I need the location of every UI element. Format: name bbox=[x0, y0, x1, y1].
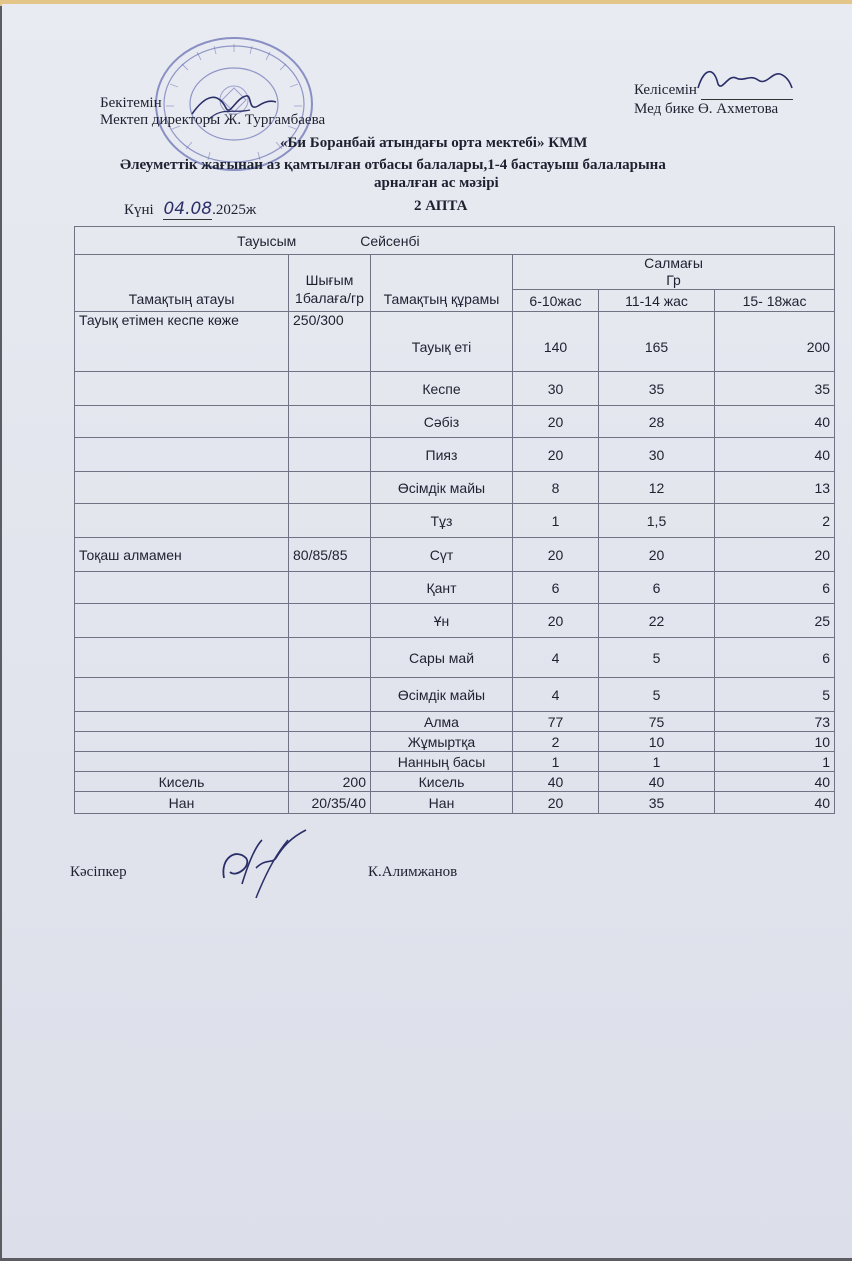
value-11-14-cell: 40 bbox=[599, 772, 715, 792]
value-11-14-cell: 6 bbox=[599, 572, 715, 604]
ingredient-cell: Кеспе bbox=[371, 372, 513, 406]
day-label: Сейсенбі bbox=[360, 232, 420, 249]
dish-cell bbox=[75, 732, 289, 752]
ingredient-cell: Нан bbox=[371, 792, 513, 814]
signature-icon bbox=[216, 828, 326, 904]
header-row bbox=[75, 255, 835, 290]
age-group-2: 11-14 жас bbox=[599, 290, 715, 312]
approver-line: Мектеп директоры Ж. Тургамбаева bbox=[100, 112, 326, 128]
table-row bbox=[75, 752, 835, 772]
table-row bbox=[75, 572, 835, 604]
value-6-10-cell: 30 bbox=[513, 372, 599, 406]
value-15-18-cell: 25 bbox=[715, 604, 835, 638]
ingredient-cell: Ұн bbox=[371, 604, 513, 638]
ingredient-cell: Пияз bbox=[371, 438, 513, 472]
table-row bbox=[75, 772, 835, 792]
value-11-14-cell: 28 bbox=[599, 406, 715, 438]
agree-signature-line bbox=[701, 82, 793, 100]
dish-cell bbox=[75, 472, 289, 504]
value-6-10-cell: 6 bbox=[513, 572, 599, 604]
dish-cell bbox=[75, 712, 289, 732]
dish-cell: Тауық етімен кеспе көже bbox=[75, 312, 289, 372]
col-yield-header bbox=[289, 255, 371, 312]
dish-cell bbox=[75, 604, 289, 638]
yield-cell bbox=[289, 472, 371, 504]
yield-cell bbox=[289, 752, 371, 772]
value-6-10-cell: 20 bbox=[513, 604, 599, 638]
value-11-14-cell: 1 bbox=[599, 752, 715, 772]
school-name: «Би Боранбай атындағы орта мектебі» КММ bbox=[280, 135, 588, 151]
agree-label-text: Келісемін bbox=[634, 82, 697, 98]
dish-cell bbox=[75, 438, 289, 472]
value-6-10-cell: 1 bbox=[513, 504, 599, 538]
value-6-10-cell: 40 bbox=[513, 772, 599, 792]
table-row bbox=[75, 792, 835, 814]
value-11-14-cell: 10 bbox=[599, 732, 715, 752]
value-6-10-cell: 20 bbox=[513, 406, 599, 438]
date-value: 04.08 bbox=[163, 199, 213, 219]
yield-cell: 250/300 bbox=[289, 312, 371, 372]
ingredient-cell: Кисель bbox=[371, 772, 513, 792]
dish-cell bbox=[75, 406, 289, 438]
yield-cell bbox=[289, 572, 371, 604]
value-15-18-cell: 13 bbox=[715, 472, 835, 504]
yield-cell bbox=[289, 372, 371, 406]
yield-cell: 80/85/85 bbox=[289, 538, 371, 572]
ingredient-cell: Өсімдік майы bbox=[371, 678, 513, 712]
ingredient-cell: Сары май bbox=[371, 638, 513, 678]
yield-cell bbox=[289, 438, 371, 472]
meal-row bbox=[75, 227, 835, 255]
document-page bbox=[2, 4, 852, 1258]
value-11-14-cell: 20 bbox=[599, 538, 715, 572]
value-15-18-cell: 6 bbox=[715, 572, 835, 604]
table-row bbox=[75, 472, 835, 504]
value-11-14-cell: 12 bbox=[599, 472, 715, 504]
value-6-10-cell: 2 bbox=[513, 732, 599, 752]
col-composition-header: Тамақтың құрамы bbox=[371, 255, 513, 312]
yield-cell: 200 bbox=[289, 772, 371, 792]
col-weight-header-1: Салмағы bbox=[644, 255, 703, 271]
value-6-10-cell: 20 bbox=[513, 438, 599, 472]
age-group-3: 15- 18жас bbox=[715, 290, 835, 312]
value-15-18-cell: 40 bbox=[715, 772, 835, 792]
table-row bbox=[75, 712, 835, 732]
table-row bbox=[75, 538, 835, 572]
yield-cell bbox=[289, 732, 371, 752]
value-11-14-cell: 5 bbox=[599, 678, 715, 712]
table-row bbox=[75, 638, 835, 678]
value-11-14-cell: 30 bbox=[599, 438, 715, 472]
dish-cell: Нан bbox=[75, 792, 289, 814]
yield-cell bbox=[289, 504, 371, 538]
col-weight-header bbox=[513, 255, 835, 290]
ingredient-cell: Тауық еті bbox=[371, 312, 513, 372]
ingredient-cell: Сәбіз bbox=[371, 406, 513, 438]
value-11-14-cell: 5 bbox=[599, 638, 715, 678]
value-15-18-cell: 40 bbox=[715, 438, 835, 472]
week-label: 2 АПТА bbox=[414, 198, 468, 214]
footer-role: Кәсіпкер bbox=[70, 864, 127, 880]
value-15-18-cell: 1 bbox=[715, 752, 835, 772]
yield-cell bbox=[289, 638, 371, 678]
yield-cell: 20/35/40 bbox=[289, 792, 371, 814]
dish-cell: Тоқаш алмамен bbox=[75, 538, 289, 572]
agree-line: Мед бике Ө. Ахметова bbox=[634, 101, 779, 117]
ingredient-cell: Қант bbox=[371, 572, 513, 604]
meal-cell bbox=[75, 227, 835, 255]
table-row bbox=[75, 604, 835, 638]
agree-label bbox=[634, 82, 793, 100]
table-row bbox=[75, 504, 835, 538]
value-15-18-cell: 5 bbox=[715, 678, 835, 712]
value-11-14-cell: 22 bbox=[599, 604, 715, 638]
yield-cell bbox=[289, 604, 371, 638]
value-15-18-cell: 6 bbox=[715, 638, 835, 678]
col-yield-header-1: Шығым bbox=[305, 272, 354, 288]
ingredient-cell: Тұз bbox=[371, 504, 513, 538]
col-weight-header-2: Гр bbox=[666, 272, 681, 288]
yield-cell bbox=[289, 406, 371, 438]
dish-cell bbox=[75, 504, 289, 538]
value-15-18-cell: 2 bbox=[715, 504, 835, 538]
value-6-10-cell: 8 bbox=[513, 472, 599, 504]
value-11-14-cell: 35 bbox=[599, 792, 715, 814]
table-row bbox=[75, 732, 835, 752]
value-15-18-cell: 200 bbox=[715, 312, 835, 372]
ingredient-cell: Өсімдік майы bbox=[371, 472, 513, 504]
value-15-18-cell: 10 bbox=[715, 732, 835, 752]
ingredient-cell: Жұмыртқа bbox=[371, 732, 513, 752]
dish-cell bbox=[75, 678, 289, 712]
ingredient-cell: Сүт bbox=[371, 538, 513, 572]
title-line-2: арналған ас мәзірі bbox=[374, 175, 499, 191]
approve-label: Бекітемін bbox=[100, 95, 162, 111]
table-row bbox=[75, 678, 835, 712]
dish-cell bbox=[75, 372, 289, 406]
value-11-14-cell: 165 bbox=[599, 312, 715, 372]
value-11-14-cell: 35 bbox=[599, 372, 715, 406]
value-6-10-cell: 1 bbox=[513, 752, 599, 772]
table-row bbox=[75, 406, 835, 438]
value-6-10-cell: 4 bbox=[513, 638, 599, 678]
ingredient-cell: Нанның басы bbox=[371, 752, 513, 772]
dish-cell bbox=[75, 572, 289, 604]
value-11-14-cell: 75 bbox=[599, 712, 715, 732]
value-6-10-cell: 4 bbox=[513, 678, 599, 712]
value-15-18-cell: 35 bbox=[715, 372, 835, 406]
value-6-10-cell: 140 bbox=[513, 312, 599, 372]
dish-cell bbox=[75, 752, 289, 772]
value-6-10-cell: 77 bbox=[513, 712, 599, 732]
value-6-10-cell: 20 bbox=[513, 538, 599, 572]
value-6-10-cell: 20 bbox=[513, 792, 599, 814]
col-dish-header: Тамақтың атауы bbox=[75, 255, 289, 312]
date-suffix: .2025ж bbox=[212, 202, 257, 218]
table-row bbox=[75, 438, 835, 472]
date-label: Күні bbox=[124, 202, 154, 218]
yield-cell bbox=[289, 712, 371, 732]
table-row bbox=[75, 372, 835, 406]
menu-table bbox=[74, 226, 835, 814]
footer-name: К.Алимжанов bbox=[368, 864, 458, 880]
value-15-18-cell: 73 bbox=[715, 712, 835, 732]
date-line bbox=[124, 199, 256, 220]
table-row bbox=[75, 312, 835, 372]
value-11-14-cell: 1,5 bbox=[599, 504, 715, 538]
dish-cell bbox=[75, 638, 289, 678]
title-line-1: Әлеуметтік жағынан аз қамтылған отбасы балалары,1-4 бастауыш балаларына bbox=[120, 157, 666, 173]
value-15-18-cell: 40 bbox=[715, 406, 835, 438]
value-15-18-cell: 40 bbox=[715, 792, 835, 814]
meal-label: Тауысым bbox=[237, 232, 297, 249]
yield-cell bbox=[289, 678, 371, 712]
col-yield-header-2: 1балаға/гр bbox=[295, 290, 364, 306]
dish-cell: Кисель bbox=[75, 772, 289, 792]
age-group-1: 6-10жас bbox=[513, 290, 599, 312]
value-15-18-cell: 20 bbox=[715, 538, 835, 572]
ingredient-cell: Алма bbox=[371, 712, 513, 732]
